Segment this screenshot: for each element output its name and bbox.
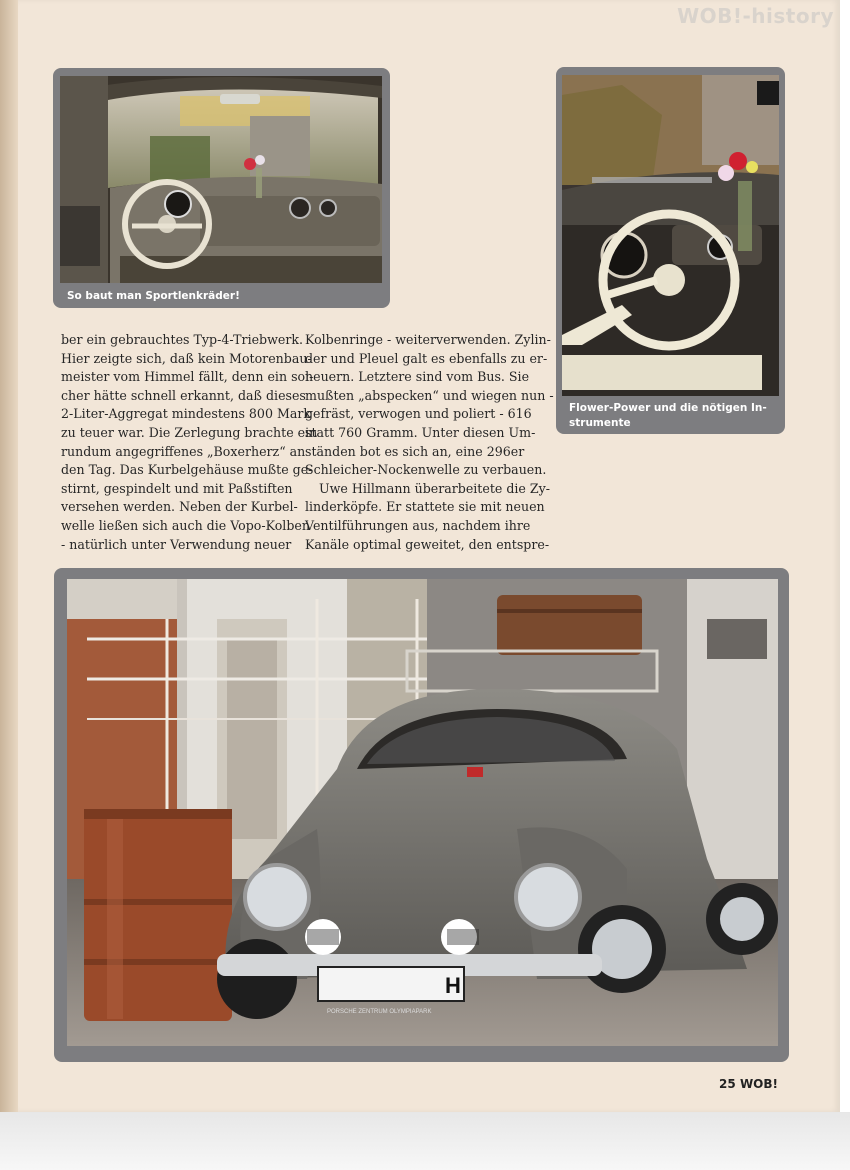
photo-caption: So baut man Sportlenkräder! — [67, 290, 240, 302]
text-line: rundum angegriffenes „Boxerherz“ an — [61, 443, 306, 459]
text-line: neuern. Letztere sind vom Bus. Sie — [305, 369, 530, 385]
text-line: der und Pleuel galt es ebenfalls zu er- — [305, 350, 548, 366]
magazine-name: WOB! — [739, 1077, 778, 1091]
text-line: mußten „abspecken“ und wiegen nun - — [305, 387, 554, 403]
text-line: meister vom Himmel fällt, denn ein sol- — [61, 369, 314, 385]
page-number — [719, 1077, 778, 1091]
text-line: versehen werden. Neben der Kurbel- — [61, 499, 298, 515]
text-line: ber ein gebrauchtes Typ-4-Triebwerk. — [61, 332, 303, 347]
photo-caption — [569, 401, 767, 431]
article-column-1 — [61, 331, 318, 554]
page-fold — [0, 0, 18, 1120]
scan-background — [0, 1112, 850, 1170]
photo-frame-dashboard — [556, 67, 785, 434]
text-line: Hier zeigte sich, daß kein Motorenbau- — [61, 350, 312, 366]
text-line: Kolbenringe - weiterverwenden. Zylin- — [305, 332, 551, 347]
text-line: ständen bot es sich an, eine 296er — [305, 443, 525, 459]
interior-photo — [60, 76, 382, 283]
text-line: Schleicher-Nockenwelle zu verbauen. — [305, 462, 547, 478]
text-line: gefräst, verwogen und poliert - 616 — [305, 406, 532, 422]
text-line: Uwe Hillmann überarbeitete die Zy- — [319, 480, 551, 496]
text-line: stirnt, gespindelt und mit Paßstiften — [61, 480, 293, 496]
photo-frame-interior — [53, 68, 390, 308]
text-line: 2-Liter-Aggregat mindestens 800 Mark — [61, 406, 312, 422]
article-column-2 — [305, 331, 554, 554]
text-line: linderköpfe. Er stattete sie mit neuen — [305, 499, 545, 515]
license-plate-letter: H — [445, 973, 461, 998]
text-line: - natürlich unter Verwendung neuer — [61, 536, 292, 552]
dashboard-illustration — [562, 75, 779, 396]
beetle-photo — [67, 579, 778, 1046]
text-line: Ventilführungen aus, nachdem ihre — [305, 517, 531, 533]
text-line: cher hätte schnell erkannt, daß dieses — [61, 387, 306, 403]
text-line: welle ließen sich auch die Vopo-Kolben — [61, 517, 310, 533]
barrel-icon — [84, 809, 232, 1021]
text-line: den Tag. Das Kurbelgehäuse mußte ge- — [61, 462, 313, 478]
caption-line: Flower-Power und die nötigen In- — [569, 402, 767, 414]
page-number-value: 25 — [719, 1077, 736, 1091]
interior-illustration — [60, 76, 382, 283]
dashboard-photo — [562, 75, 779, 396]
caption-line: strumente — [569, 417, 631, 429]
plate-dealer-text: PORSCHE ZENTRUM OLYMPIAPARK — [327, 1009, 432, 1015]
text-line: Kanäle optimal geweitet, den entspre- — [305, 536, 550, 552]
text-line: zu teuer war. Die Zerlegung brachte ein — [61, 424, 318, 440]
beetle-illustration — [67, 579, 778, 1046]
photo-frame-beetle — [54, 568, 789, 1062]
magazine-logo: WOB!-history — [677, 4, 834, 28]
text-line: statt 760 Gramm. Unter diesen Um- — [305, 424, 536, 440]
